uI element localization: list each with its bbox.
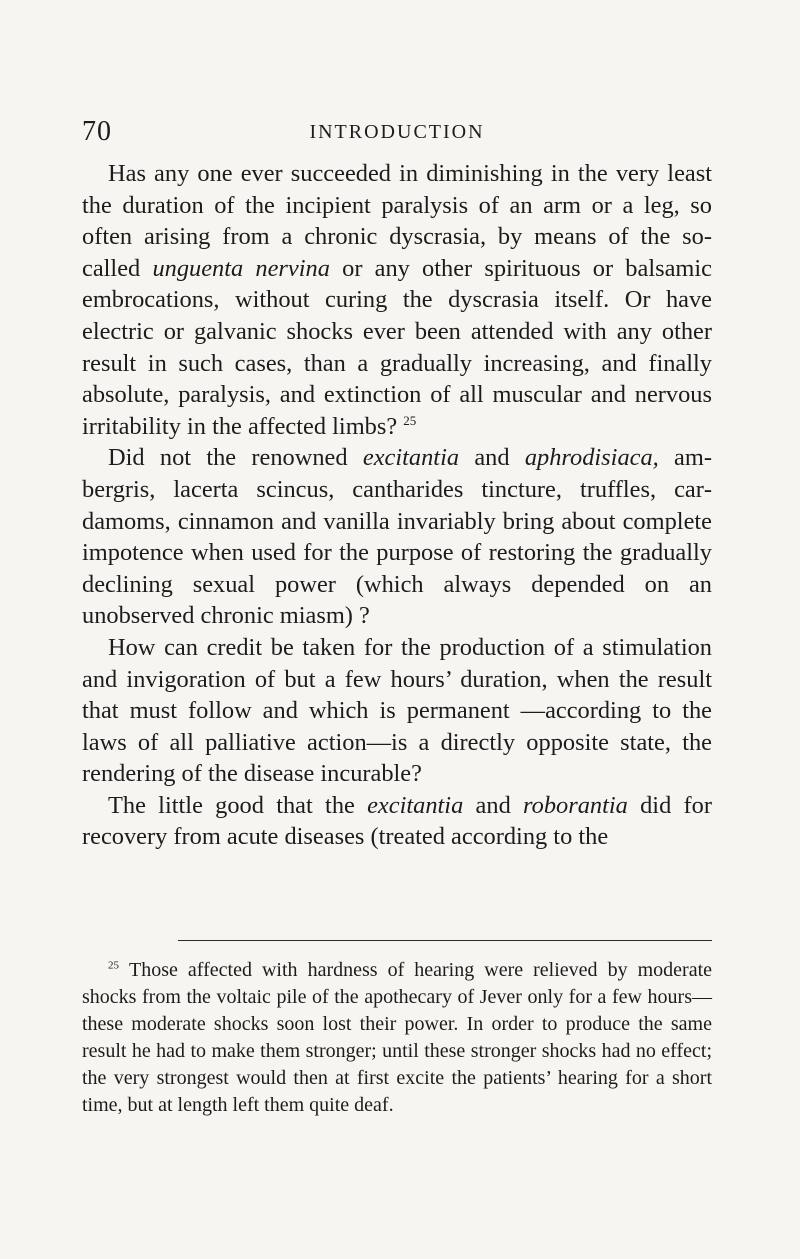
paragraph-recovery — [82, 790, 712, 853]
italic-term: excitantia — [367, 791, 464, 819]
paragraph-stimulation — [82, 632, 712, 790]
italic-term: aphrodisiaca, — [524, 444, 659, 472]
text-segment: and — [459, 444, 525, 472]
paragraph-aphrodisiaca — [82, 442, 712, 632]
paragraph-paralysis — [82, 158, 712, 442]
text-segment: How can credit be taken for the production of a stimulation and invigoration of but a few hours’ duration, when the result that must follow and which is permanent —according to the laws of all palliative action—is a directly opposite state, the rendering of the disease incurable? — [82, 633, 712, 788]
footnote-reference: 25 — [403, 412, 417, 428]
footnote-paragraph — [82, 957, 712, 1119]
footnote-marker: 25 — [108, 959, 119, 972]
footnote — [82, 957, 712, 1119]
text-segment: Did not the renowned — [108, 444, 363, 472]
italic-term: roborantia — [523, 791, 628, 819]
italic-term: unguenta nervina — [152, 254, 330, 282]
text-segment: did for recovery from acute diseases (treated according to the — [82, 791, 712, 851]
page-number: 70 — [82, 116, 112, 147]
footnote-text: Those affected with hardness of hearing were relieved by moderate shocks from the voltaic pile of the apothecary of Jever only for a few hours—these moderate shocks soon lost their power. In order to produce the same result he had to make them stronger; until these stronger shocks had no effect; the very strongest would then at first excite the patients’ hearing for a short time, but at length left them quite deaf. — [82, 959, 713, 1116]
main-text — [82, 158, 712, 853]
text-segment: ambergris, lacerta scincus, cantharides tincture, truffles, cardamoms, cinnamon and vanilla invariably bring about complete impotence when used for the purpose of restoring the gradually declining sexual power (which always depended on an unobserved chronic miasm) ? — [82, 444, 712, 630]
page-header — [82, 112, 712, 152]
text-segment: and — [463, 791, 524, 819]
text-segment: or any other spirituous or balsamic embrocations, without curing the dyscrasia itself. Or have electric or galvanic shocks ever been attended with any other result in such cases, than a gradually increasing, and finally absolute, paralysis, and extinction of all muscular and nervous irritability in the affected limbs? — [82, 254, 712, 440]
italic-term: excitantia — [362, 444, 460, 472]
text-segment: The little good that the — [108, 791, 368, 819]
footnote-divider — [178, 940, 712, 941]
text-segment: Has any one ever succeeded in diminishing in the very least the duration of the incipient paralysis of an arm or a leg, so often arising from a chronic dyscrasia, by means of the so-called — [82, 160, 712, 282]
running-head: INTRODUCTION — [309, 121, 485, 143]
